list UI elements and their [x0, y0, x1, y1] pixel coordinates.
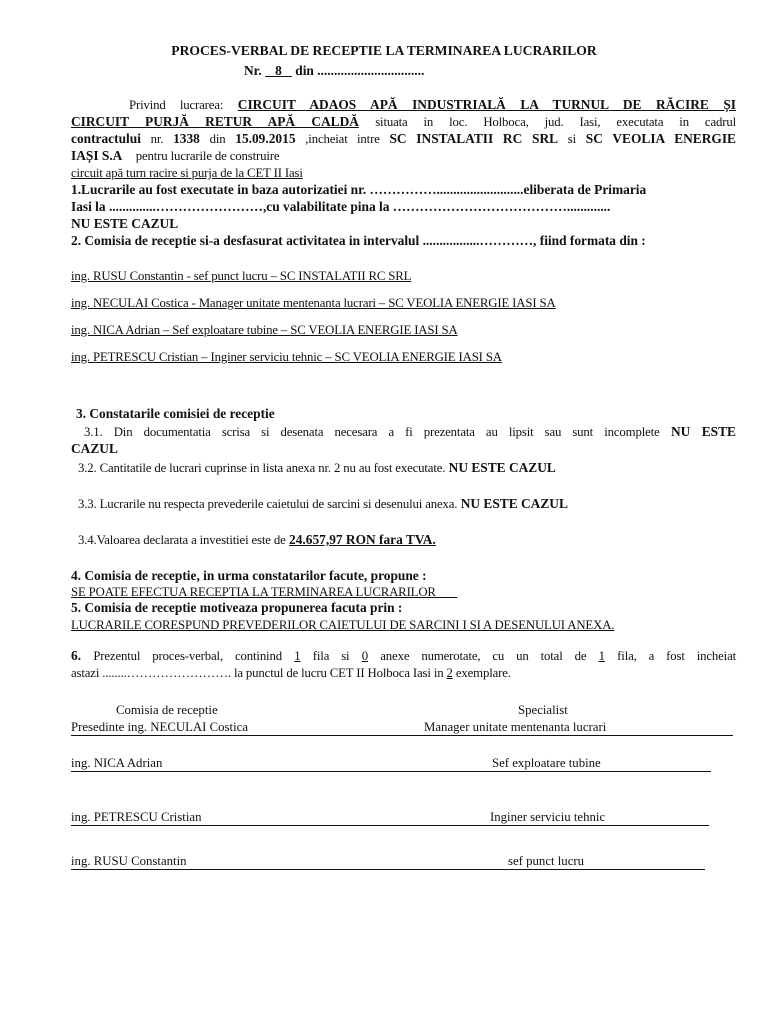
work-line-2: CIRCUIT PURJĂ RETUR APĂ CALDĂ situata in loc. Holboca, jud. Iasi, executata in cadrul — [71, 114, 736, 129]
signature-role: Inginer serviciu tehnic — [490, 810, 606, 824]
section-5-heading: 5. Comisia de receptie motiveaza propunerea facuta prin : — [71, 600, 403, 615]
finding-3-2: 3.2. Cantitatile de lucrari cuprinse in lista anexa nr. 2 nu au fost executate. NU ESTE CAZUL — [78, 460, 556, 475]
section-3-heading: 3. Constatarile comisiei de receptie — [76, 406, 275, 421]
investment-value: 24.657,97 RON fara TVA. — [289, 532, 436, 547]
work-line-1: Privind lucrarea: CIRCUIT ADAOS APĂ INDUSTRIALĂ LA TURNUL DE RĂCIRE ȘI — [129, 97, 736, 112]
signature-line — [71, 771, 711, 772]
section-1-line-2: Iasi la ..............……………………,cu valabilitate pina la …………………………………............. — [71, 199, 611, 214]
signature-role: sef punct lucru — [508, 854, 585, 868]
work-title: CIRCUIT ADAOS APĂ INDUSTRIALĂ LA TURNUL DE RĂCIRE ȘI — [237, 97, 736, 112]
signature-name: Presedinte ing. NECULAI Costica — [71, 720, 248, 734]
member-item: ing. NICA Adrian – Sef exploatare tubine – SC VEOLIA ENERGIE IASI SA — [71, 323, 458, 337]
section-6-line-2: astazi ........……………………. la punctul de lucru CET II Holboca Iasi in 2 exemplare. — [71, 666, 511, 680]
document-number-value: 8 — [275, 63, 282, 78]
section-6-line-1: 6. Prezentul proces-verbal, continind 1 fila si 0 anexe numerotate, cu un total de 1 fila, a fost incheiat — [71, 648, 737, 663]
finding-3-1: 3.1. Din documentatia scrisa si desenata necesara a fi prezentata au lipsit sau sunt incomplete NU ESTE — [84, 424, 736, 439]
document-number: Nr. 8 din ................................ — [244, 63, 425, 78]
section-1-status: NU ESTE CAZUL — [71, 216, 179, 231]
finding-3-3: 3.3. Lucrarile nu respecta prevederile caietului de sarcini si desenului anexa. NU ESTE CAZUL — [78, 496, 568, 511]
member-item: ing. PETRESCU Cristian – Inginer serviciu tehnic – SC VEOLIA ENERGIE IASI SA — [71, 350, 502, 364]
signature-name: ing. NICA Adrian — [71, 756, 163, 770]
document-title: PROCES-VERBAL DE RECEPTIE LA TERMINAREA LUCRARILOR — [171, 43, 597, 58]
work-subtitle: circuit apă turn racire si purja de la CET II Iasi — [71, 166, 303, 180]
section-5-value: LUCRARILE CORESPUND PREVEDERILOR CAIETULUI DE SARCINI I SI A DESENULUI ANEXA. — [71, 618, 615, 632]
section-4-value: SE POATE EFECTUA RECEPTIA LA TERMINAREA LUCRARILOR — [71, 585, 436, 599]
section-1-line-1: 1.Lucrarile au fost executate in baza autorizatiei nr. ……………..........................eliberata de Primaria — [71, 182, 647, 197]
party-line: IAȘI S.A pentru lucrarile de construire — [71, 148, 280, 163]
specialist-header: Specialist — [518, 703, 568, 717]
section-2-heading: 2. Comisia de receptie si-a desfasurat activitatea in intervalul .................…………, fiind formata din : — [71, 233, 646, 248]
signature-line — [71, 735, 733, 736]
signature-line — [71, 825, 709, 826]
signature-line — [71, 869, 705, 870]
finding-3-4: 3.4.Valoarea declarata a investitiei este de 24.657,97 RON fara TVA. — [78, 532, 436, 547]
member-item: ing. RUSU Constantin - sef punct lucru – SC INSTALATII RC SRL — [71, 269, 412, 283]
section-4-heading: 4. Comisia de receptie, in urma constatarilor facute, propune : — [71, 568, 427, 583]
signature-name: ing. PETRESCU Cristian — [71, 810, 202, 824]
member-item: ing. NECULAI Costica - Manager unitate mentenanta lucrari – SC VEOLIA ENERGIE IASI SA — [71, 296, 556, 310]
signature-role: Manager unitate mentenanta lucrari — [424, 720, 607, 734]
finding-3-1-status: CAZUL — [71, 441, 118, 456]
signature-role: Sef exploatare tubine — [492, 756, 601, 770]
signature-name: ing. RUSU Constantin — [71, 854, 187, 868]
contract-line: contractului nr. 1338 din 15.09.2015 ,incheiat intre SC INSTALATII RC SRL si SC VEOLIA ENERGIE — [71, 131, 736, 146]
commission-header: Comisia de receptie — [116, 703, 218, 717]
